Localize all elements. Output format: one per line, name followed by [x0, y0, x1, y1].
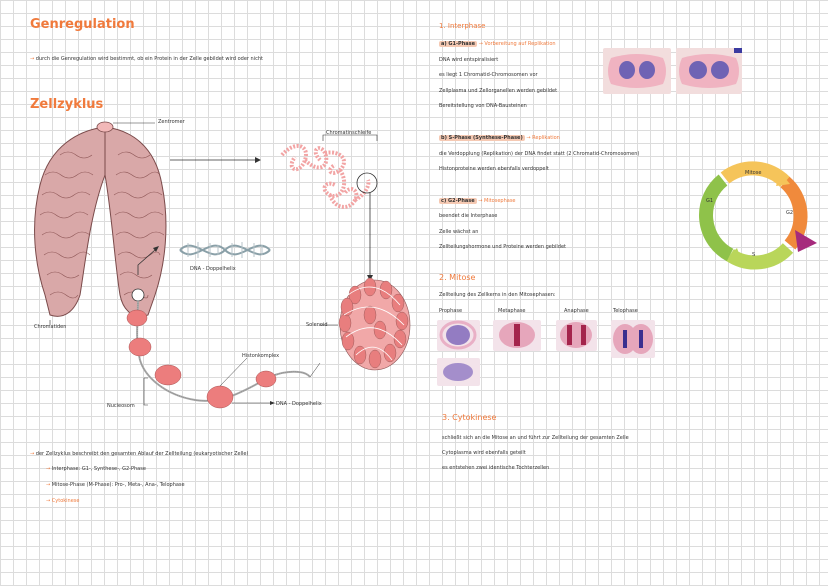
- g1-arrow-text: Vorbereitung auf Replikation: [484, 41, 556, 47]
- s-arrow-text: Replikation: [532, 135, 560, 141]
- solenoid-shape: [339, 278, 410, 370]
- prophase-photo: [437, 320, 480, 351]
- g1-line-4: Bereitstellung von DNA-Bausteinen: [439, 103, 527, 109]
- metaphase-photo: [493, 320, 541, 351]
- telophase-photo: [611, 320, 655, 358]
- arrow-right-icon: →: [46, 466, 51, 472]
- genregulation-text-row: [30, 56, 263, 62]
- s-header: [439, 135, 560, 141]
- bullet-interphase-text: Interphase: G1-, Synthese-, G2-Phase: [51, 466, 146, 472]
- zellzyklus-summary: der Zellzyklus beschreibt den gesamten Ablauf der Zellteilung (eukaryotischer Zelle): [35, 451, 249, 457]
- bullet-interphase: [46, 466, 146, 472]
- prophase-photo-2: [437, 358, 480, 386]
- g2-line-3: Zellteilungshormone und Proteine werden gebildet: [439, 244, 567, 250]
- zellzyklus-title: Zellzyklus: [30, 97, 104, 112]
- interphase-photo-2: [676, 48, 742, 94]
- g1-header: [439, 41, 556, 47]
- mitose-title: 2. Mitose: [439, 273, 476, 282]
- cycle-arc-g1: [706, 180, 730, 255]
- cytokinese-title: 3. Cytokinese: [442, 413, 497, 422]
- label-dna-doppelhelix-bottom: DNA - Doppelhelix: [276, 401, 322, 407]
- g1-line-1: DNA wird entspiralisiert: [439, 57, 499, 63]
- g2-arrow-text: Mitosephase: [484, 198, 516, 204]
- bullet-mitose-text: Mitose-Phase (M-Phase): Pro-, Meta-, Ana-, Telophase: [51, 482, 185, 488]
- s-label: b) S-Phase (Synthese-Phase): [441, 135, 523, 141]
- cycle-label-mitose: Mitose: [745, 170, 762, 176]
- phase-label-telophase: Telophase: [613, 308, 638, 314]
- arrow-right-icon: →: [478, 41, 483, 47]
- label-dna-doppelhelix-top: DNA - Doppelhelix: [190, 266, 236, 272]
- cycle-label-g1: G1: [706, 198, 714, 204]
- genregulation-text: durch die Genregulation wird bestimmt, ob ein Protein in der Zelle gebildet wird oder nicht: [35, 56, 263, 62]
- arrow-right-icon: →: [46, 482, 51, 488]
- phase-label-anaphase: Anaphase: [564, 308, 589, 314]
- interphase-title: 1. Interphase: [439, 22, 486, 30]
- g2-line-2: Zelle wächst an: [439, 229, 479, 235]
- arrow-right-icon: →: [30, 56, 35, 62]
- dna-helix-top: [180, 246, 270, 255]
- bullet-mitose: [46, 482, 185, 488]
- label-nucleosom: Nucleosom: [107, 403, 135, 409]
- zellzyklus-summary-row: [30, 451, 248, 457]
- arrow-right-icon: →: [526, 135, 531, 141]
- cytokinese-line-2: Cytoplasma wird ebenfalls geteilt: [442, 450, 526, 456]
- chromatid-right: [105, 127, 166, 316]
- cytokinese-line-1: schließt sich an die Mitose an und führt zur Zellteilung der gesamten Zelle: [442, 435, 629, 441]
- phase-label-prophase: Prophase: [439, 308, 463, 314]
- bullet-cytokinese: [46, 498, 79, 504]
- g1-label: a) G1-Phase: [441, 41, 476, 47]
- label-zentromer: Zentromer: [158, 119, 185, 125]
- mitose-text: Zellteilung des Zellkerns in den Mitosephasen:: [439, 292, 556, 298]
- arrow-right-icon: →: [46, 498, 51, 504]
- cycle-label-s: S: [752, 252, 756, 258]
- label-histonkomplex: Histonkomplex: [242, 353, 280, 359]
- nucleosomes: [127, 310, 276, 408]
- g2-header: [439, 198, 516, 204]
- g1-line-3: Zellplasma und Zellorganellen werden gebildet: [439, 88, 558, 94]
- arrow-right-icon: →: [478, 198, 483, 204]
- anaphase-photo: [556, 320, 597, 351]
- cycle-arrow-head: [795, 230, 817, 252]
- g2-label: c) G2-Phase: [441, 198, 475, 204]
- phase-label-metaphase: Metaphase: [498, 308, 526, 314]
- cytokinese-line-3: es entstehen zwei identische Tochterzellen: [442, 465, 550, 471]
- label-chromatinschleife: Chromatinschleife: [326, 130, 372, 136]
- g2-line-1: beendet die Interphase: [439, 213, 498, 219]
- interphase-photo-1: [603, 48, 671, 94]
- cycle-label-g2: G2: [786, 210, 794, 216]
- chromatid-left: [35, 127, 105, 316]
- s-line-1: die Verdopplung (Replikation) der DNA findet statt (2 Chromatid-Chromosomen): [439, 151, 640, 157]
- genregulation-title: Genregulation: [30, 17, 135, 32]
- arrow-right-icon: →: [30, 451, 35, 457]
- g1-line-2: es liegt 1 Chromatid-Chromosomen vor: [439, 72, 538, 78]
- zentromer-dot: [97, 122, 113, 132]
- s-line-2: Histonproteine werden ebenfalls verdoppelt: [439, 166, 549, 172]
- label-chromatiden: Chromatiden: [34, 324, 67, 330]
- bullet-cytokinese-text: Cytokinese: [51, 498, 80, 504]
- label-solenoid: Solenoid: [306, 322, 328, 328]
